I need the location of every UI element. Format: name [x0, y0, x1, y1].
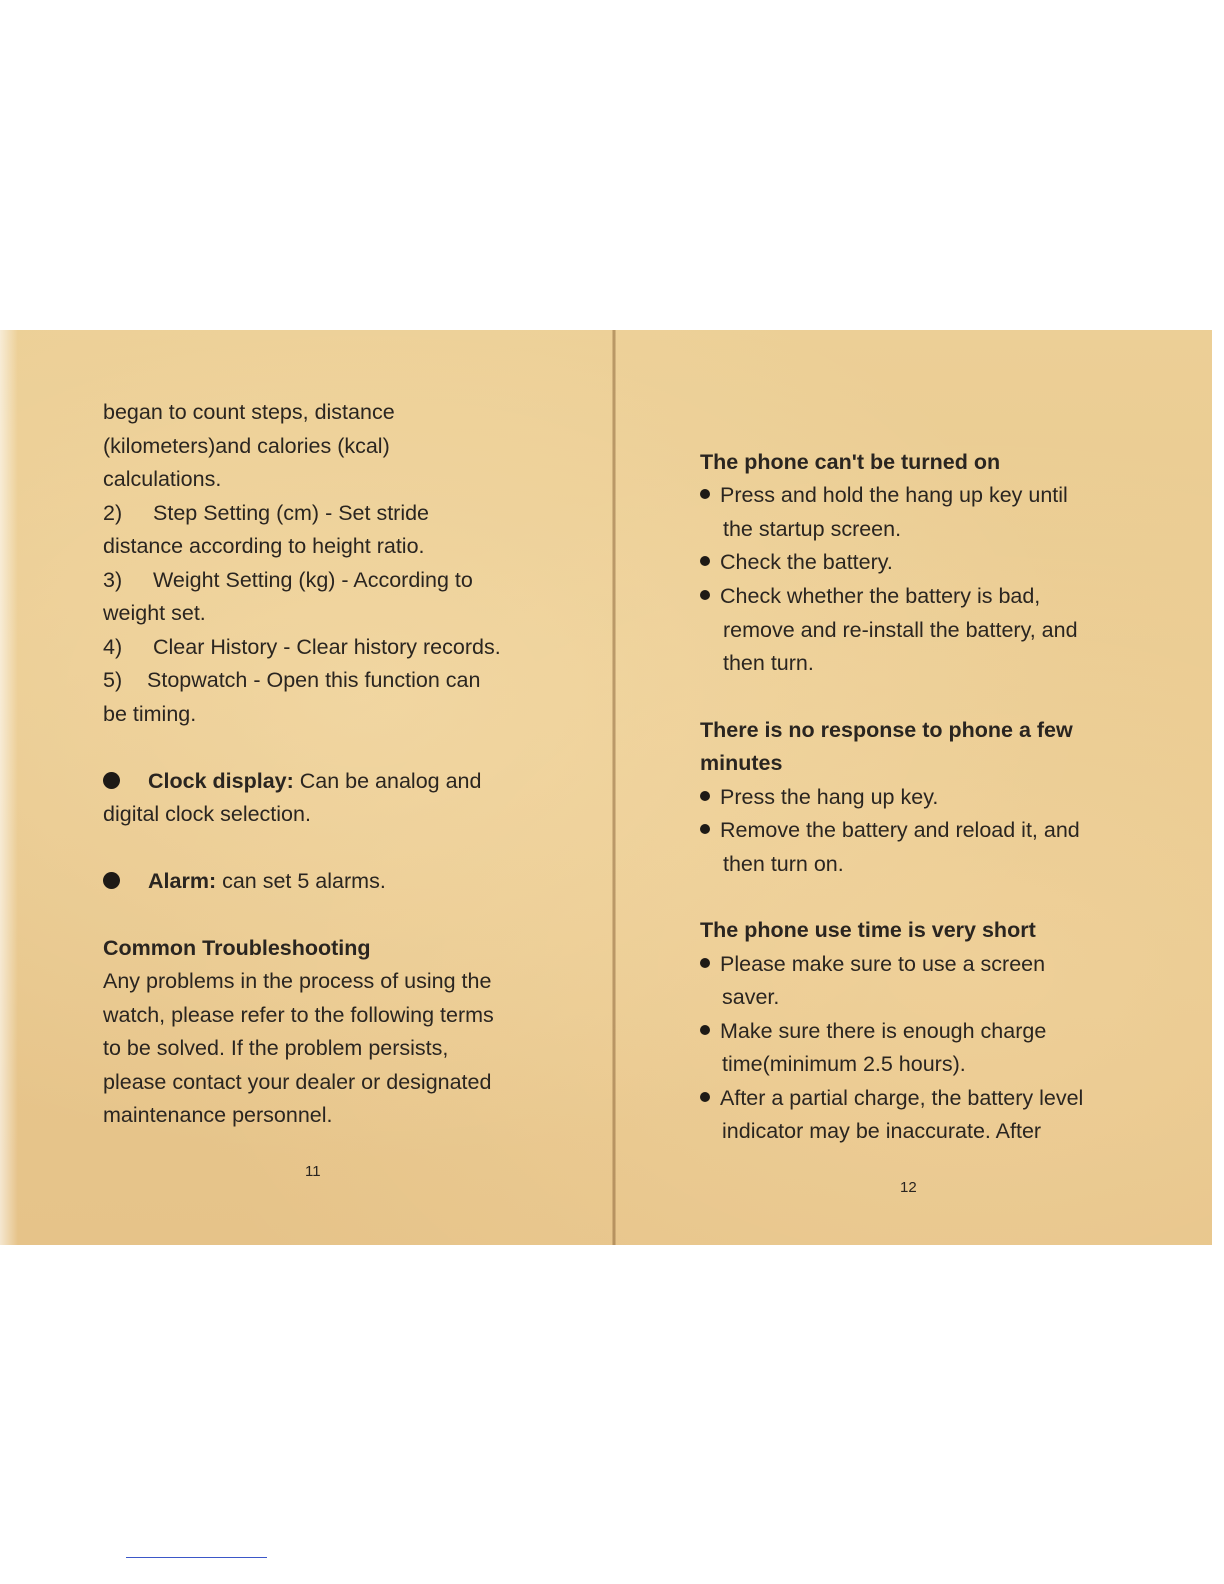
section2-heading-line-1: There is no response to phone a few	[700, 718, 1073, 742]
section3-heading: The phone use time is very short	[700, 918, 1036, 942]
section1-heading: The phone can't be turned on	[700, 450, 1001, 474]
section2-bullet-2	[700, 817, 1080, 843]
bullet-text: Please make sure to use a screen	[720, 952, 1046, 976]
clock-display-label: Clock display:	[148, 769, 294, 793]
bullet-text: Press the hang up key.	[720, 785, 939, 809]
list-item-text: Clear History - Clear history records.	[153, 635, 501, 659]
section2-bullet-2-cont: then turn on.	[723, 852, 844, 876]
intro-line-3: calculations.	[103, 467, 222, 491]
bullet-text: After a partial charge, the battery level	[720, 1086, 1084, 1110]
list-item-number: 5)	[103, 668, 123, 692]
section3-bullet-2	[700, 1018, 1046, 1044]
alarm-text: can set 5 alarms.	[216, 869, 386, 893]
footer-rule	[126, 1557, 267, 1558]
troubleshooting-line-2: watch, please refer to the following terms	[103, 1003, 494, 1027]
page-number-left: 11	[305, 1163, 321, 1180]
section1-bullet-3-cont: remove and re-install the battery, and	[723, 618, 1078, 642]
troubleshooting-line-5: maintenance personnel.	[103, 1103, 333, 1127]
bullet-icon	[700, 1025, 710, 1035]
list-item-2-cont: distance according to height ratio.	[103, 534, 425, 558]
list-item-number: 2)	[103, 501, 123, 525]
bullet-icon	[700, 1092, 710, 1102]
bullet-icon	[700, 824, 710, 834]
clock-display-item	[103, 768, 481, 794]
section1-bullet-3	[700, 583, 1040, 609]
section3-bullet-3	[700, 1085, 1083, 1111]
list-item-3-cont: weight set.	[103, 601, 206, 625]
alarm-label: Alarm:	[148, 869, 217, 893]
manual-spread	[0, 330, 1212, 1245]
bullet-icon	[700, 489, 710, 499]
section3-bullet-1-cont: saver.	[722, 985, 780, 1009]
bullet-text: Make sure there is enough charge	[720, 1019, 1047, 1043]
bullet-icon	[700, 791, 710, 801]
right-page	[616, 330, 1212, 1245]
bullet-icon	[103, 772, 120, 789]
troubleshooting-line-1: Any problems in the process of using the	[103, 969, 492, 993]
section3-bullet-1	[700, 951, 1045, 977]
section1-bullet-1-cont: the startup screen.	[723, 517, 902, 541]
list-item-3	[103, 567, 473, 593]
list-item-number: 3)	[103, 568, 123, 592]
bullet-icon	[700, 590, 710, 600]
troubleshooting-line-4: please contact your dealer or designated	[103, 1070, 492, 1094]
bullet-icon	[700, 556, 710, 566]
section1-bullet-1	[700, 482, 1068, 508]
troubleshooting-line-3: to be solved. If the problem persists,	[103, 1036, 449, 1060]
list-item-text: Step Setting (cm) - Set stride	[153, 501, 430, 525]
section3-bullet-2-cont: time(minimum 2.5 hours).	[722, 1052, 966, 1076]
intro-line-1: began to count steps, distance	[103, 400, 395, 424]
section3-bullet-3-cont: indicator may be inaccurate. After	[722, 1119, 1042, 1143]
list-item-5-cont: be timing.	[103, 702, 197, 726]
bullet-text: Check whether the battery is bad,	[720, 584, 1041, 608]
list-item-5	[103, 667, 480, 693]
list-item-4	[103, 634, 501, 660]
list-item-text: Stopwatch - Open this function can	[147, 668, 481, 692]
bullet-icon	[103, 872, 120, 889]
bullet-text: Check the battery.	[720, 550, 893, 574]
bullet-icon	[700, 958, 710, 968]
section1-bullet-3-cont2: then turn.	[723, 651, 814, 675]
clock-display-cont: digital clock selection.	[103, 802, 311, 826]
troubleshooting-heading: Common Troubleshooting	[103, 936, 371, 960]
list-item-2	[103, 500, 429, 526]
list-item-number: 4)	[103, 635, 123, 659]
intro-line-2: (kilometers)and calories (kcal)	[103, 434, 390, 458]
list-item-text: Weight Setting (kg) - According to	[153, 568, 473, 592]
section2-heading-line-2: minutes	[700, 751, 783, 775]
bullet-text: Remove the battery and reload it, and	[720, 818, 1080, 842]
clock-display-text: Can be analog and	[293, 769, 482, 793]
bullet-text: Press and hold the hang up key until	[720, 483, 1068, 507]
page-number-right: 12	[900, 1179, 917, 1196]
section2-bullet-1	[700, 784, 938, 810]
alarm-item	[103, 868, 386, 894]
left-page	[0, 330, 614, 1245]
section1-bullet-2	[700, 549, 893, 575]
